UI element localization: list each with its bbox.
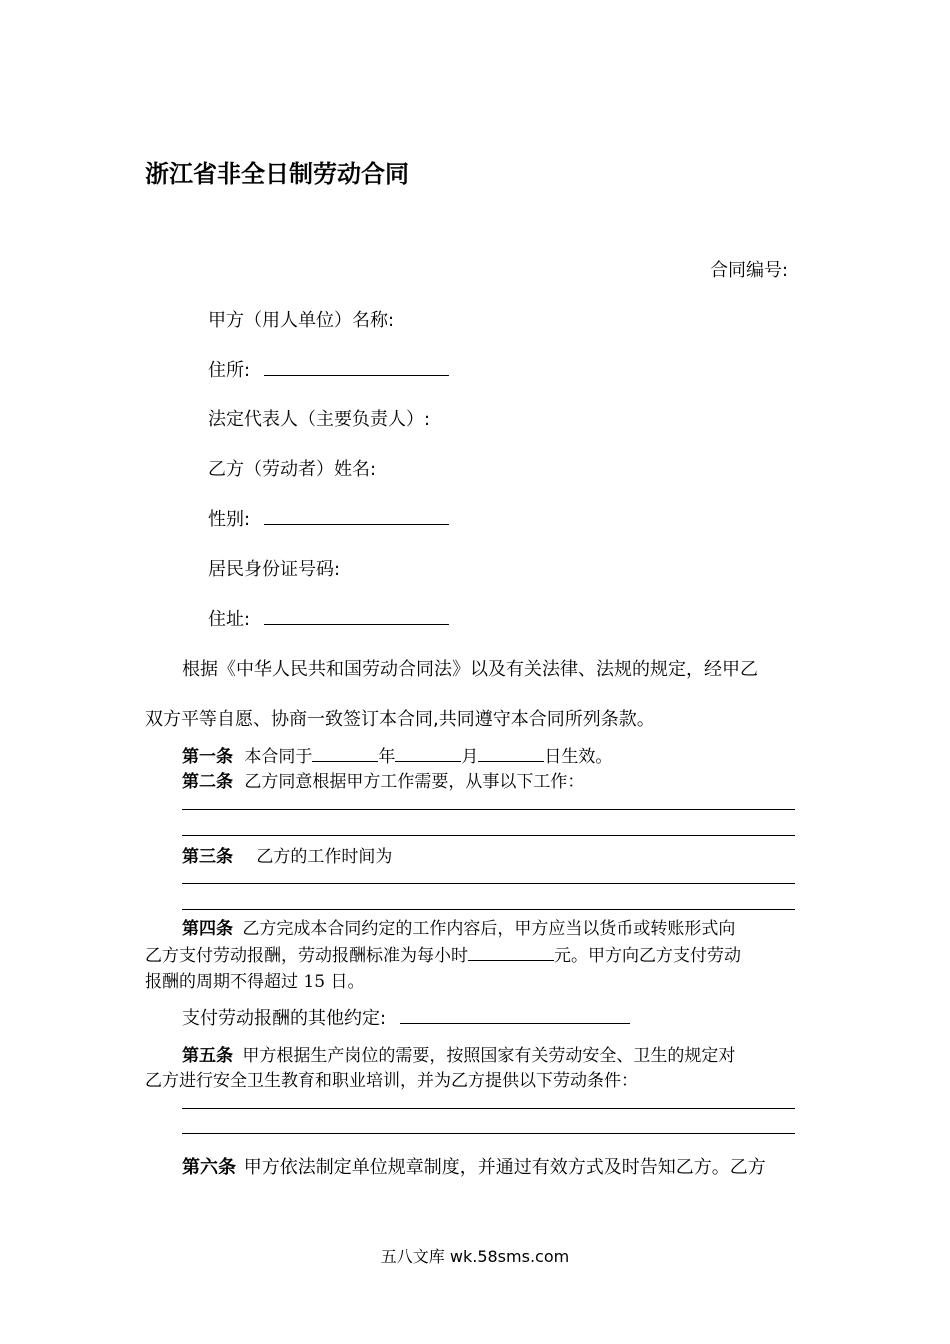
article-3-blank-line-1 bbox=[182, 883, 795, 884]
article-5-blank-line-2 bbox=[182, 1133, 795, 1134]
article-3-text: 乙方的工作时间为 bbox=[256, 847, 393, 867]
contract-number-label: 合同编号: bbox=[710, 260, 789, 281]
article-4-line-1 bbox=[182, 914, 735, 939]
article-2-label: 第二条 bbox=[182, 772, 233, 792]
year-blank bbox=[312, 744, 378, 762]
preamble-line-2: 双方平等自愿、协商一致签订本合同,共同遵守本合同所列条款。 bbox=[145, 709, 655, 730]
article-6-label: 第六条 bbox=[182, 1157, 236, 1178]
article-5-line-2: 乙方进行安全卫生教育和职业培训，并为乙方提供以下劳动条件： bbox=[145, 1071, 638, 1091]
party-b-name-field: 乙方（劳动者）姓名: bbox=[208, 459, 377, 480]
gender-label: 性别: bbox=[208, 509, 251, 530]
article-4-line-1-text: 乙方完成本合同约定的工作内容后，甲方应当以货币或转账形式向 bbox=[242, 919, 736, 939]
article-3-blank-line-2 bbox=[182, 909, 795, 910]
other-pay-blank bbox=[400, 1005, 630, 1024]
article-5-label: 第五条 bbox=[182, 1046, 233, 1066]
other-pay-label: 支付劳动报酬的其他约定: bbox=[182, 1008, 387, 1029]
article-4-line-2a: 乙方支付劳动报酬，劳动报酬标准为每小时 bbox=[145, 946, 468, 966]
other-pay-field bbox=[182, 1004, 630, 1030]
id-number-field: 居民身份证号码: bbox=[208, 559, 341, 580]
article-4-line-3: 报酬的周期不得超过 15 日。 bbox=[145, 972, 365, 992]
day-label: 日生效。 bbox=[544, 747, 613, 767]
article-6-text: 甲方依法制定单位规章制度，并通过有效方式及时告知乙方。乙方 bbox=[243, 1157, 766, 1178]
address-field bbox=[208, 605, 449, 631]
gender-blank bbox=[264, 506, 449, 525]
article-2-text: 乙方同意根据甲方工作需要，从事以下工作： bbox=[244, 772, 585, 792]
article-6 bbox=[182, 1153, 766, 1179]
page-footer: 五八文库 wk.58sms.com bbox=[380, 1247, 570, 1266]
preamble-line-1: 根据《中华人民共和国劳动合同法》以及有关法律、法规的规定，经甲乙 bbox=[182, 659, 758, 680]
article-4-label: 第四条 bbox=[182, 919, 233, 939]
address-label: 住址: bbox=[208, 609, 251, 630]
party-a-name-field: 甲方（用人单位）名称: bbox=[208, 310, 395, 331]
day-blank bbox=[478, 744, 544, 762]
hourly-wage-blank bbox=[468, 943, 554, 961]
residence-label: 住所: bbox=[208, 360, 251, 381]
address-blank bbox=[264, 606, 449, 625]
residence-blank bbox=[264, 357, 449, 376]
article-2-blank-line-1 bbox=[182, 809, 795, 810]
article-5-line-1-text: 甲方根据生产岗位的需要，按照国家有关劳动安全、卫生的规定对 bbox=[242, 1046, 736, 1066]
month-blank bbox=[395, 744, 461, 762]
month-label: 月 bbox=[461, 747, 479, 767]
document-title: 浙江省非全日制劳动合同 bbox=[145, 160, 409, 188]
article-3 bbox=[182, 842, 392, 867]
article-2-blank-line-2 bbox=[182, 835, 795, 836]
legal-rep-field: 法定代表人（主要负责人）: bbox=[208, 409, 431, 430]
article-2 bbox=[182, 767, 584, 792]
year-label: 年 bbox=[378, 747, 396, 767]
article-4-line-2b: 元。甲方向乙方支付劳动 bbox=[554, 946, 741, 966]
article-4-line-2 bbox=[145, 941, 741, 966]
article-1 bbox=[182, 742, 612, 767]
article-5-blank-line-1 bbox=[182, 1108, 795, 1109]
article-1-label: 第一条 bbox=[182, 747, 233, 767]
article-5-line-1 bbox=[182, 1041, 735, 1066]
gender-field bbox=[208, 505, 449, 531]
residence-field bbox=[208, 356, 449, 382]
article-3-label: 第三条 bbox=[182, 847, 233, 867]
article-1-text: 本合同于 bbox=[244, 747, 313, 767]
